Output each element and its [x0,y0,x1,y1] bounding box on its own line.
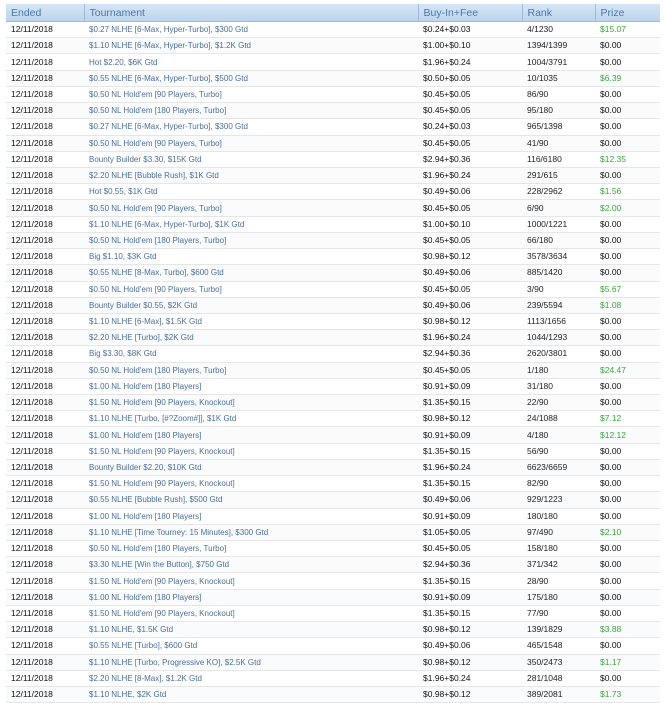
table-row[interactable] [6,38,660,54]
tournament-table [6,4,660,703]
buyin-cell: $0.49+$0.06 [418,492,522,508]
table-row[interactable] [6,589,660,605]
tournament-link[interactable]: $1.00 NL Hold'em [180 Players] [84,427,418,443]
rank-cell: 175/180 [522,589,595,605]
table-header [6,4,660,22]
tournament-link[interactable]: $1.10 NLHE, $1.5K Gtd [84,622,418,638]
table-row[interactable] [6,330,660,346]
ended-cell: 12/11/2018 [6,443,84,459]
tournament-link[interactable]: Bounty Builder $3.30, $15K Gtd [84,151,418,167]
tournament-link[interactable]: $2.20 NLHE [Turbo], $2K Gtd [84,330,418,346]
buyin-cell: $0.50+$0.05 [418,70,522,86]
tournament-link[interactable]: Bounty Builder $0.55, $2K Gtd [84,297,418,313]
ended-cell: 12/11/2018 [6,541,84,557]
rank-cell: 41/90 [522,135,595,151]
tournament-link[interactable]: $0.50 NL Hold'em [90 Players, Turbo] [84,135,418,151]
table-row[interactable] [6,151,660,167]
prize-cell: $0.00 [595,54,660,70]
tournament-history [6,4,660,703]
table-row[interactable] [6,346,660,362]
prize-cell: $1.08 [595,297,660,313]
table-row[interactable] [6,557,660,573]
tournament-link[interactable]: $1.00 NL Hold'em [180 Players] [84,378,418,394]
rank-cell: 281/1048 [522,670,595,686]
table-row[interactable] [6,492,660,508]
prize-cell: $1.17 [595,654,660,670]
prize-cell: $0.00 [595,395,660,411]
buyin-cell: $1.05+$0.05 [418,524,522,540]
table-row[interactable] [6,216,660,232]
rank-cell: 239/5594 [522,297,595,313]
prize-cell: $0.00 [595,557,660,573]
ended-cell: 12/11/2018 [6,200,84,216]
tournament-link[interactable]: $0.27 NLHE [6-Max, Hyper-Turbo], $300 Gtd [84,119,418,135]
ended-cell: 12/11/2018 [6,22,84,38]
tournament-link[interactable]: $0.50 NL Hold'em [180 Players, Turbo] [84,232,418,248]
tournament-link[interactable]: $1.10 NLHE [Time Tourney: 15 Minutes], $300 Gtd [84,524,418,540]
table-row[interactable] [6,135,660,151]
tournament-link[interactable]: $0.55 NLHE [6-Max, Hyper-Turbo], $500 Gtd [84,70,418,86]
ended-cell: 12/11/2018 [6,459,84,475]
buyin-cell: $0.49+$0.06 [418,638,522,654]
prize-cell: $24.47 [595,362,660,378]
ended-cell: 12/11/2018 [6,605,84,621]
ended-cell: 12/11/2018 [6,249,84,265]
prize-cell: $5.67 [595,281,660,297]
buyin-cell: $0.91+$0.09 [418,508,522,524]
prize-cell: $0.00 [595,135,660,151]
buyin-cell: $0.45+$0.05 [418,281,522,297]
prize-cell: $0.00 [595,216,660,232]
rank-cell: 66/180 [522,232,595,248]
tournament-link[interactable]: $1.50 NL Hold'em [90 Players, Knockout] [84,395,418,411]
prize-cell: $0.00 [595,476,660,492]
ended-cell: 12/11/2018 [6,524,84,540]
table-row[interactable] [6,638,660,654]
prize-cell: $0.00 [595,86,660,102]
ended-cell: 12/11/2018 [6,103,84,119]
column-header-ended[interactable]: Ended [6,4,84,22]
prize-cell: $2.00 [595,200,660,216]
ended-cell: 12/11/2018 [6,38,84,54]
prize-cell: $0.00 [595,541,660,557]
buyin-cell: $1.96+$0.24 [418,167,522,183]
tournament-link[interactable]: $0.50 NL Hold'em [90 Players, Turbo] [84,200,418,216]
rank-cell: 929/1223 [522,492,595,508]
tournament-link[interactable]: $0.50 NL Hold'em [180 Players, Turbo] [84,541,418,557]
tournament-link[interactable]: Big $3.30, $8K Gtd [84,346,418,362]
table-row[interactable] [6,427,660,443]
tournament-link[interactable]: Hot $0.55, $1K Gtd [84,184,418,200]
tournament-link[interactable]: $0.55 NLHE [Bubble Rush], $500 Gtd [84,492,418,508]
rank-cell: 77/90 [522,605,595,621]
ended-cell: 12/11/2018 [6,297,84,313]
rank-cell: 371/342 [522,557,595,573]
ended-cell: 12/11/2018 [6,346,84,362]
tournament-link[interactable]: $1.50 NL Hold'em [90 Players, Knockout] [84,476,418,492]
buyin-cell: $1.96+$0.24 [418,459,522,475]
buyin-cell: $0.45+$0.05 [418,103,522,119]
prize-cell: $3.88 [595,622,660,638]
table-row[interactable] [6,622,660,638]
buyin-cell: $2.94+$0.36 [418,346,522,362]
rank-cell: 885/1420 [522,265,595,281]
rank-cell: 2620/3801 [522,346,595,362]
rank-cell: 389/2081 [522,686,595,702]
rank-cell: 4/180 [522,427,595,443]
table-body [6,22,660,703]
table-row[interactable] [6,411,660,427]
tournament-link[interactable]: $1.10 NLHE [Turbo, [#?Zoom#]], $1K Gtd [84,411,418,427]
buyin-cell: $0.24+$0.03 [418,22,522,38]
ended-cell: 12/11/2018 [6,216,84,232]
buyin-cell: $1.35+$0.15 [418,476,522,492]
buyin-cell: $0.45+$0.05 [418,541,522,557]
column-header-prize[interactable]: Prize [595,4,660,22]
rank-cell: 965/1398 [522,119,595,135]
rank-cell: 465/1548 [522,638,595,654]
rank-cell: 180/180 [522,508,595,524]
ended-cell: 12/11/2018 [6,86,84,102]
buyin-cell: $0.98+$0.12 [418,654,522,670]
rank-cell: 6/90 [522,200,595,216]
buyin-cell: $2.94+$0.36 [418,557,522,573]
ended-cell: 12/11/2018 [6,638,84,654]
rank-cell: 4/1230 [522,22,595,38]
ended-cell: 12/11/2018 [6,411,84,427]
ended-cell: 12/11/2018 [6,378,84,394]
table-row[interactable] [6,573,660,589]
rank-cell: 97/490 [522,524,595,540]
rank-cell: 10/1035 [522,70,595,86]
table-row[interactable] [6,395,660,411]
buyin-cell: $0.49+$0.06 [418,297,522,313]
table-row[interactable] [6,443,660,459]
table-row[interactable] [6,524,660,540]
table-row[interactable] [6,54,660,70]
buyin-cell: $1.96+$0.24 [418,670,522,686]
ended-cell: 12/11/2018 [6,184,84,200]
ended-cell: 12/11/2018 [6,151,84,167]
rank-cell: 116/6180 [522,151,595,167]
buyin-cell: $0.98+$0.12 [418,313,522,329]
tournament-link[interactable]: $2.20 NLHE [8-Max], $1.2K Gtd [84,670,418,686]
tournament-link[interactable]: $1.50 NL Hold'em [90 Players, Knockout] [84,443,418,459]
tournament-link[interactable]: Bounty Builder $2.20, $10K Gtd [84,459,418,475]
table-row[interactable] [6,476,660,492]
prize-cell: $0.00 [595,589,660,605]
buyin-cell: $0.91+$0.09 [418,427,522,443]
buyin-cell: $0.45+$0.05 [418,200,522,216]
ended-cell: 12/11/2018 [6,557,84,573]
prize-cell: $0.00 [595,346,660,362]
prize-cell: $0.00 [595,330,660,346]
ended-cell: 12/11/2018 [6,476,84,492]
tournament-link[interactable]: $3.30 NLHE [Win the Button], $750 Gtd [84,557,418,573]
rank-cell: 1000/1221 [522,216,595,232]
buyin-cell: $2.94+$0.36 [418,151,522,167]
table-row[interactable] [6,459,660,475]
rank-cell: 95/180 [522,103,595,119]
tournament-link[interactable]: $0.50 NL Hold'em [180 Players, Turbo] [84,103,418,119]
ended-cell: 12/11/2018 [6,622,84,638]
prize-cell: $12.35 [595,151,660,167]
ended-cell: 12/11/2018 [6,654,84,670]
table-row[interactable] [6,654,660,670]
tournament-link[interactable]: $1.50 NL Hold'em [90 Players, Knockout] [84,573,418,589]
rank-cell: 6623/6659 [522,459,595,475]
table-row[interactable] [6,22,660,38]
table-row[interactable] [6,541,660,557]
prize-cell: $7.12 [595,411,660,427]
buyin-cell: $0.91+$0.09 [418,378,522,394]
ended-cell: 12/11/2018 [6,232,84,248]
tournament-link[interactable]: $0.55 NLHE [Turbo], $600 Gtd [84,638,418,654]
buyin-cell: $0.98+$0.12 [418,411,522,427]
buyin-cell: $0.91+$0.09 [418,589,522,605]
prize-cell: $0.00 [595,443,660,459]
buyin-cell: $1.00+$0.10 [418,216,522,232]
rank-cell: 1004/3791 [522,54,595,70]
ended-cell: 12/11/2018 [6,508,84,524]
table-row[interactable] [6,686,660,702]
buyin-cell: $0.49+$0.06 [418,265,522,281]
ended-cell: 12/11/2018 [6,119,84,135]
ended-cell: 12/11/2018 [6,281,84,297]
table-row[interactable] [6,86,660,102]
ended-cell: 12/11/2018 [6,427,84,443]
buyin-cell: $0.24+$0.03 [418,119,522,135]
buyin-cell: $1.00+$0.10 [418,38,522,54]
buyin-cell: $1.35+$0.15 [418,443,522,459]
column-header-tournament[interactable]: Tournament [84,4,418,22]
rank-cell: 350/2473 [522,654,595,670]
prize-cell: $0.00 [595,265,660,281]
tournament-link[interactable]: $0.27 NLHE [6-Max, Hyper-Turbo], $300 Gtd [84,22,418,38]
prize-cell: $2.10 [595,524,660,540]
table-row[interactable] [6,249,660,265]
column-header-buyin[interactable]: Buy-In+Fee [418,4,522,22]
table-row[interactable] [6,297,660,313]
buyin-cell: $0.45+$0.05 [418,362,522,378]
tournament-link[interactable]: Big $1.10, $3K Gtd [84,249,418,265]
rank-cell: 3/90 [522,281,595,297]
table-row[interactable] [6,508,660,524]
rank-cell: 28/90 [522,573,595,589]
buyin-cell: $1.96+$0.24 [418,330,522,346]
tournament-link[interactable]: Hot $2.20, $6K Gtd [84,54,418,70]
buyin-cell: $1.35+$0.15 [418,395,522,411]
rank-cell: 291/615 [522,167,595,183]
tournament-link[interactable]: $0.50 NL Hold'em [90 Players, Turbo] [84,281,418,297]
prize-cell: $0.00 [595,249,660,265]
prize-cell: $0.00 [595,119,660,135]
prize-cell: $1.73 [595,686,660,702]
prize-cell: $0.00 [595,378,660,394]
tournament-link[interactable]: $1.00 NL Hold'em [180 Players] [84,508,418,524]
rank-cell: 1113/1656 [522,313,595,329]
prize-cell: $0.00 [595,38,660,54]
tournament-link[interactable]: $2.20 NLHE [Bubble Rush], $1K Gtd [84,167,418,183]
ended-cell: 12/11/2018 [6,492,84,508]
prize-cell: $0.00 [595,638,660,654]
table-row[interactable] [6,232,660,248]
rank-cell: 1044/1293 [522,330,595,346]
table-row[interactable] [6,313,660,329]
tournament-link[interactable]: $1.10 NLHE [6-Max], $1.5K Gtd [84,313,418,329]
buyin-cell: $1.96+$0.24 [418,54,522,70]
table-row[interactable] [6,605,660,621]
buyin-cell: $0.98+$0.12 [418,622,522,638]
table-row[interactable] [6,119,660,135]
rank-cell: 228/2962 [522,184,595,200]
table-row[interactable] [6,281,660,297]
buyin-cell: $0.49+$0.06 [418,184,522,200]
rank-cell: 82/90 [522,476,595,492]
rank-cell: 86/90 [522,86,595,102]
tournament-link[interactable]: $0.50 NL Hold'em [90 Players, Turbo] [84,86,418,102]
buyin-cell: $1.35+$0.15 [418,573,522,589]
table-row[interactable] [6,167,660,183]
prize-cell: $0.00 [595,103,660,119]
table-row[interactable] [6,670,660,686]
rank-cell: 158/180 [522,541,595,557]
tournament-link[interactable]: $0.50 NL Hold'em [180 Players, Turbo] [84,362,418,378]
table-row[interactable] [6,200,660,216]
prize-cell: $0.00 [595,167,660,183]
table-row[interactable] [6,265,660,281]
rank-cell: 3578/3634 [522,249,595,265]
prize-cell: $0.00 [595,232,660,248]
ended-cell: 12/11/2018 [6,589,84,605]
tournament-link[interactable]: $1.10 NLHE [Turbo, Progressive KO], $2.5K Gtd [84,654,418,670]
prize-cell: $12.12 [595,427,660,443]
ended-cell: 12/11/2018 [6,70,84,86]
table-row[interactable] [6,362,660,378]
prize-cell: $0.00 [595,508,660,524]
column-header-rank[interactable]: Rank [522,4,595,22]
buyin-cell: $0.98+$0.12 [418,249,522,265]
tournament-link[interactable]: $1.10 NLHE [6-Max, Hyper-Turbo], $1K Gtd [84,216,418,232]
rank-cell: 139/1829 [522,622,595,638]
buyin-cell: $0.45+$0.05 [418,135,522,151]
prize-cell: $0.00 [595,459,660,475]
table-row[interactable] [6,103,660,119]
ended-cell: 12/11/2018 [6,167,84,183]
buyin-cell: $0.98+$0.12 [418,686,522,702]
table-row[interactable] [6,184,660,200]
prize-cell: $15.07 [595,22,660,38]
ended-cell: 12/11/2018 [6,362,84,378]
tournament-link[interactable]: $1.10 NLHE, $2K Gtd [84,686,418,702]
prize-cell: $0.00 [595,492,660,508]
table-row[interactable] [6,70,660,86]
ended-cell: 12/11/2018 [6,395,84,411]
rank-cell: 1394/1399 [522,38,595,54]
ended-cell: 12/11/2018 [6,54,84,70]
prize-cell: $0.00 [595,605,660,621]
ended-cell: 12/11/2018 [6,330,84,346]
rank-cell: 24/1088 [522,411,595,427]
ended-cell: 12/11/2018 [6,670,84,686]
prize-cell: $6.39 [595,70,660,86]
buyin-cell: $0.45+$0.05 [418,232,522,248]
tournament-link[interactable]: $0.55 NLHE [8-Max, Turbo], $600 Gtd [84,265,418,281]
ended-cell: 12/11/2018 [6,686,84,702]
tournament-link[interactable]: $1.00 NL Hold'em [180 Players] [84,589,418,605]
rank-cell: 31/180 [522,378,595,394]
rank-cell: 1/180 [522,362,595,378]
tournament-link[interactable]: $1.50 NL Hold'em [90 Players, Knockout] [84,605,418,621]
ended-cell: 12/11/2018 [6,313,84,329]
prize-cell: $1.56 [595,184,660,200]
prize-cell: $0.00 [595,313,660,329]
tournament-link[interactable]: $1.10 NLHE [6-Max, Hyper-Turbo], $1.2K Gtd [84,38,418,54]
buyin-cell: $1.35+$0.15 [418,605,522,621]
rank-cell: 56/90 [522,443,595,459]
table-row[interactable] [6,378,660,394]
ended-cell: 12/11/2018 [6,265,84,281]
prize-cell: $0.00 [595,573,660,589]
ended-cell: 12/11/2018 [6,573,84,589]
buyin-cell: $0.45+$0.05 [418,86,522,102]
rank-cell: 22/90 [522,395,595,411]
ended-cell: 12/11/2018 [6,135,84,151]
prize-cell: $0.00 [595,670,660,686]
